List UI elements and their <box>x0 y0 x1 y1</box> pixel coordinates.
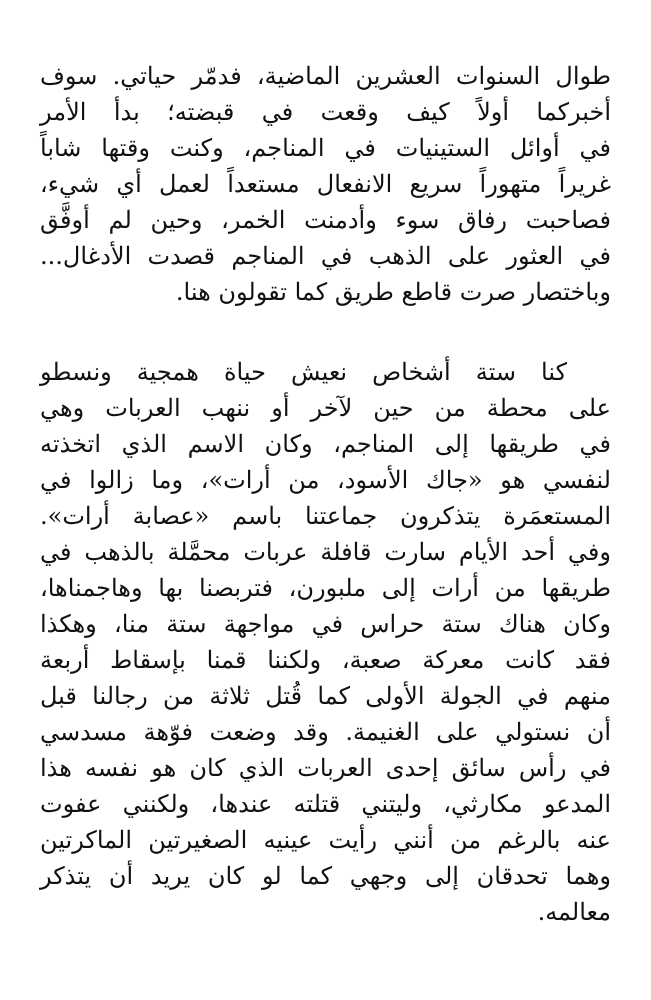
text-line: أن نستولي على الغنيمة. وقد وضعت فوّهة مسدسي <box>40 718 611 746</box>
text-line: أخبركما أولاً كيف وقعت في قبضته؛ بدأ الأمر <box>40 98 611 126</box>
text-line: في أوائل الستينيات في المناجم، وكنت وقتها شاباً <box>40 134 611 162</box>
text-line: في طريقها إلى المناجم، وكان الاسم الذي اتخذته <box>40 430 611 458</box>
text-line: المستعمَرة يتذكرون جماعتنا باسم «عصابة أرات». <box>40 502 611 530</box>
book-page <box>40 0 611 1000</box>
text-line: عنه بالرغم من أنني رأيت عينيه الصغيرتين الماكرتين <box>40 826 611 854</box>
text-line: منهم في الجولة الأولى كما قُتل ثلاثة من رجالنا قبل <box>40 682 611 710</box>
text-line: وباختصار صرت قاطع طريق كما تقولون هنا. <box>175 278 611 306</box>
paragraph-2 <box>40 354 611 930</box>
text-line: لنفسي هو «جاك الأسود، من أرات»، وما زالوا في <box>40 466 611 494</box>
text-line: وهما تحدقان إلى وجهي كما لو كان يريد أن يتذكر <box>40 862 611 890</box>
text-line: طريقها من أرات إلى ملبورن، فتربصنا بها وهاجمناها، <box>40 574 611 602</box>
paragraph-1 <box>40 58 611 310</box>
text-line: غريراً متهوراً سريع الانفعال مستعداً لعمل أي شيء، <box>40 170 611 198</box>
text-line: على محطة من حين لآخر أو ننهب العربات وهي <box>40 394 611 422</box>
text-line: فصاحبت رفاق سوء وأدمنت الخمر، وحين لم أوفَّق <box>40 206 611 234</box>
text-line: كنا ستة أشخاص نعيش حياة همجية ونسطو <box>40 358 567 386</box>
text-line: وفي أحد الأيام سارت قافلة عربات محمَّلة بالذهب في <box>40 538 611 566</box>
text-line: معالمه. <box>537 898 611 926</box>
text-line: فقد كانت معركة صعبة، ولكننا قمنا بإسقاط أربعة <box>40 646 611 674</box>
text-line: في العثور على الذهب في المناجم قصدت الأدغال... <box>40 242 611 270</box>
text-line: المدعو مكارثي، وليتني قتلته عندها، ولكنني عفوت <box>40 790 611 818</box>
text-line: في رأس سائق إحدى العربات الذي كان هو نفسه هذا <box>40 754 611 782</box>
text-line: وكان هناك ستة حراس في مواجهة ستة منا، وهكذا <box>40 610 611 638</box>
text-line: طوال السنوات العشرين الماضية، فدمّر حياتي. سوف <box>40 62 611 90</box>
